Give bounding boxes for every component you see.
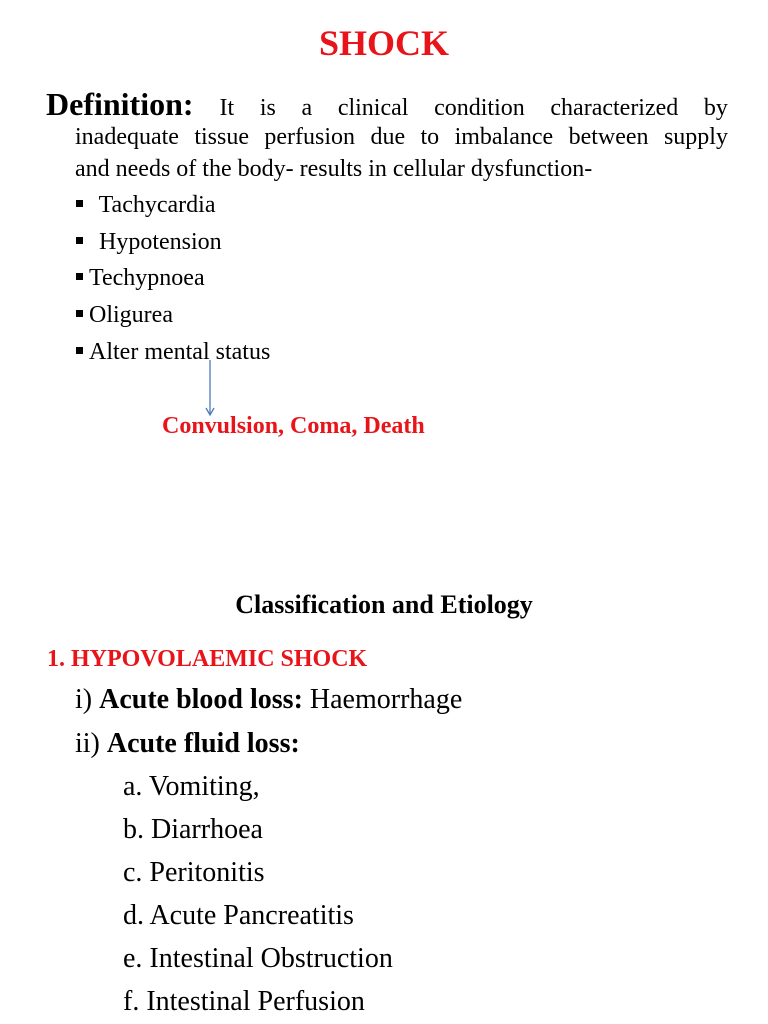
sub-item: c. Peritonitis (123, 857, 265, 888)
sub-item: b. Diarrhoea (123, 814, 263, 845)
consequence-text: Convulsion, Coma, Death (162, 413, 425, 439)
symptom-label: Techypnoea (89, 265, 205, 291)
definition-word: is (259, 95, 276, 121)
sub-item: d. Acute Pancreatitis (123, 900, 354, 931)
cause-item (75, 727, 300, 761)
bullet-square-icon (76, 310, 83, 317)
definition-word: inadequate (75, 124, 179, 150)
section-heading: 1. HYPOVOLAEMIC SHOCK (47, 646, 368, 672)
cause-prefix: ii) (75, 728, 107, 759)
cause-label: Acute fluid loss: (106, 728, 300, 759)
arrow-down-icon (203, 360, 217, 418)
definition-word: to (420, 124, 440, 150)
cause-detail: Haemorrhage (302, 684, 463, 715)
symptom-label: Alter mental status (89, 339, 271, 365)
bullet-square-icon (76, 200, 83, 207)
definition-word: perfusion (264, 124, 356, 150)
definition-label: Definition: (46, 86, 194, 122)
symptom-label: Tachycardia (93, 192, 216, 218)
definition-line-3: and needs of the body- results in cellular dysfunction- (75, 156, 593, 182)
symptom-label: Hypotension (93, 229, 222, 255)
cause-prefix: i) (75, 684, 100, 715)
definition-word: characterized (550, 95, 679, 121)
definition-word: It (219, 95, 235, 121)
section-title: Classification and Etiology (235, 590, 533, 619)
sub-item: a. Vomiting, (123, 771, 260, 802)
sub-item: e. Intestinal Obstruction (123, 943, 393, 974)
definition-line-2 (75, 122, 728, 152)
symptom-item (76, 190, 215, 220)
definition-word: between (568, 124, 649, 150)
sub-item: f. Intestinal Perfusion (123, 986, 365, 1017)
symptom-item (76, 337, 270, 367)
definition-word: by (703, 95, 728, 121)
definition-word: imbalance (454, 124, 554, 150)
bullet-square-icon (76, 237, 83, 244)
definition-word: supply (663, 124, 728, 150)
definition-word: tissue (194, 124, 250, 150)
symptom-label: Oligurea (89, 302, 173, 328)
definition-word: a (301, 95, 313, 121)
symptom-item (76, 300, 173, 330)
symptom-item (76, 263, 205, 293)
definition-word: condition (434, 95, 525, 121)
definition-block (46, 84, 728, 182)
definition-word: clinical (337, 95, 409, 121)
bullet-square-icon (76, 273, 83, 280)
cause-label: Acute blood loss: (99, 684, 303, 715)
page-title: SHOCK (318, 23, 450, 63)
cause-item (75, 683, 462, 717)
bullet-square-icon (76, 347, 83, 354)
symptom-item (76, 227, 222, 257)
definition-line-1 (46, 84, 728, 124)
definition-word: due (370, 124, 406, 150)
